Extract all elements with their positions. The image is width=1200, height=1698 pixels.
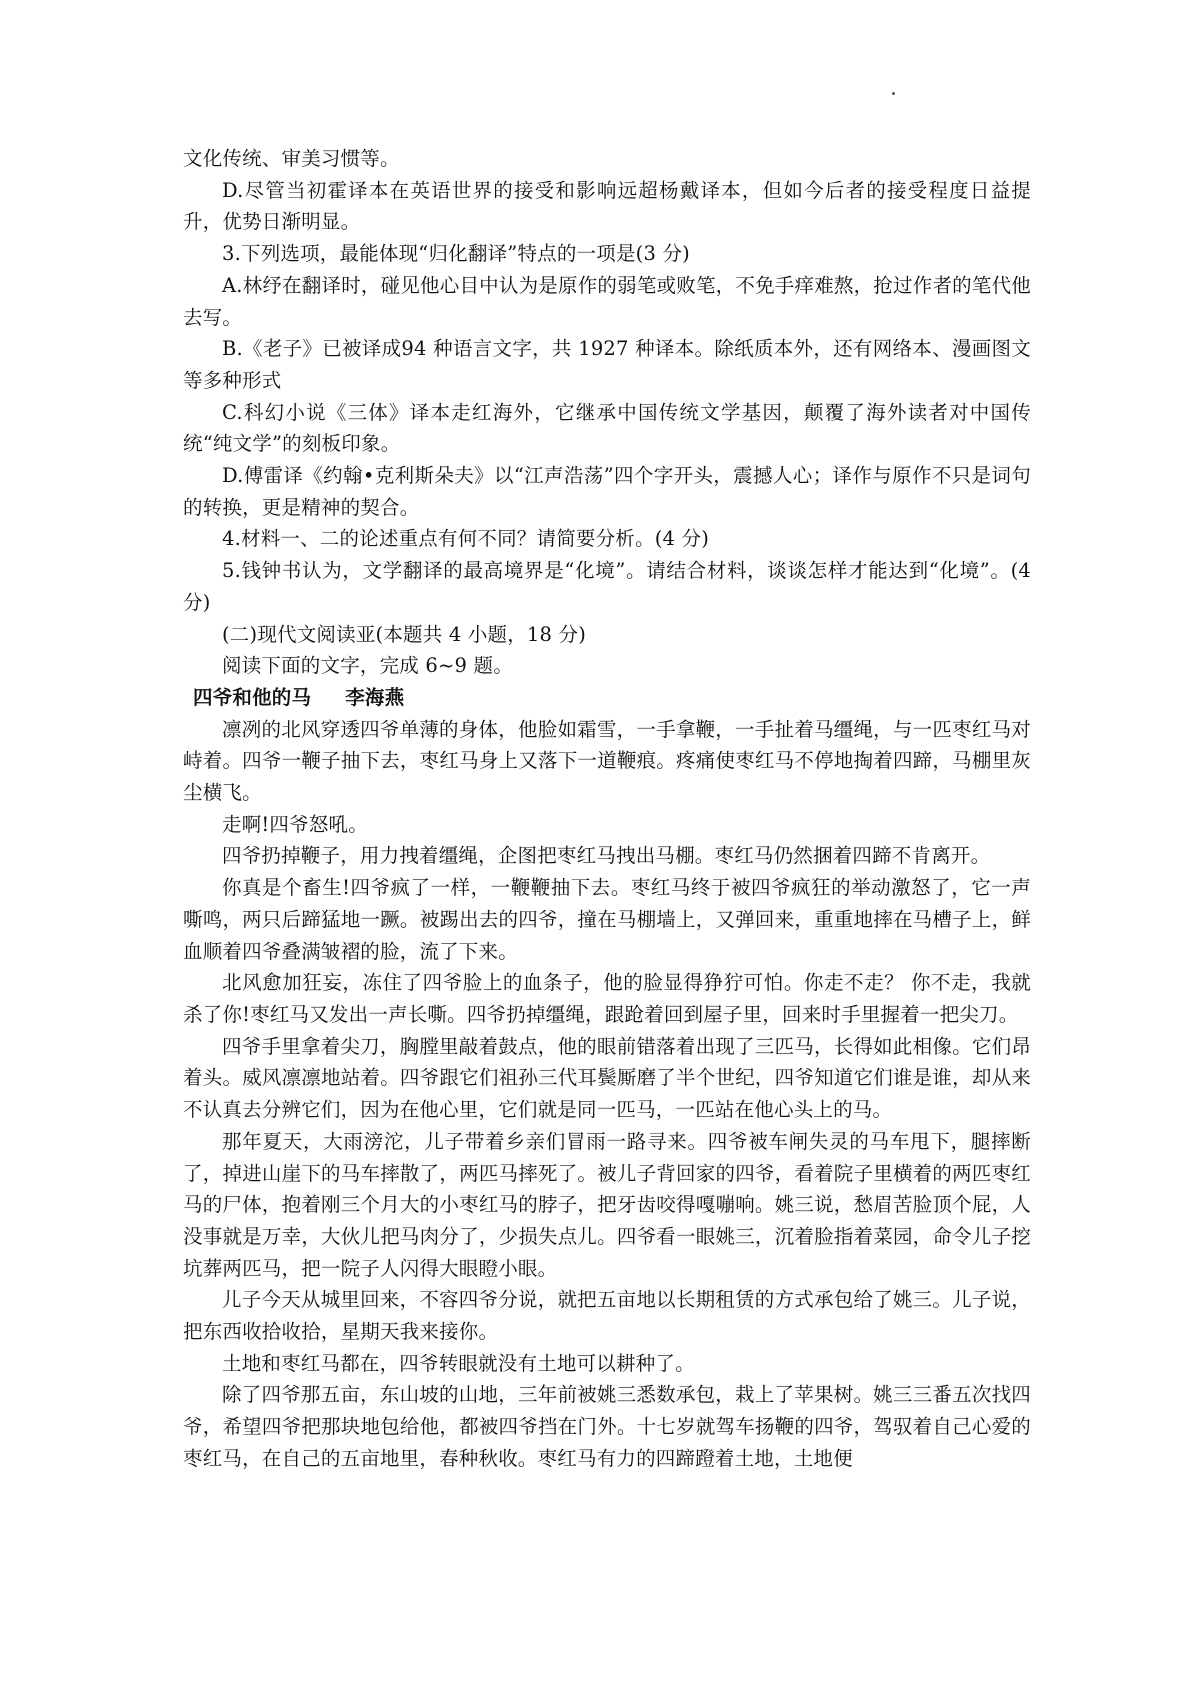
story-paragraph: 儿子今天从城里回来，不容四爷分说，就把五亩地以长期租赁的方式承包给了姚三。儿子说，把东西收拾收拾，星期天我来接你。 [183, 1288, 1031, 1344]
story-title: 四爷和他的马 [193, 685, 312, 709]
story-paragraph: 走啊!四爷怒吼。 [222, 812, 368, 836]
document-body [183, 143, 1031, 1475]
question-5: 5.钱钟书认为，文学翻译的最高境界是“化境”。请结合材料，谈谈怎样才能达到“化境”。(4 分) [183, 559, 1031, 614]
question-3-option-a: A.林纾在翻译时，碰见他心目中认为是原作的弱笔或败笔，不免手痒难熬，抢过作者的笔代他去写。 [183, 273, 1031, 329]
question-3: 3.下列选项，最能体现“归化翻译”特点的一项是(3 分) [222, 242, 690, 266]
story-paragraph: 北风愈加狂妄，冻住了四爷脸上的血条子，他的脸显得狰狞可怕。你走不走？ 你不走，我就杀了你!枣红马又发出一声长嘶。四爷扔掉缰绳，跟跄着回到屋子里，回来时手里握着一把尖刀。 [183, 971, 1031, 1026]
reading-instruction: 阅读下面的文字，完成 6~9 题。 [222, 654, 513, 678]
section-heading: (二)现代文阅读亚(本题共 4 小题，18 分) [222, 622, 587, 646]
scan-speck [892, 92, 895, 95]
question-4: 4.材料一、二的论述重点有何不同？请简要分析。(4 分) [222, 527, 710, 551]
q2-option-d: D.尽管当初霍译本在英语世界的接受和影响远超杨戴译本，但如今后者的接受程度日益提升，优势日渐明显。 [183, 178, 1031, 234]
question-3-option-d: D.傅雷译《约翰•克利斯朵夫》以“江声浩荡”四个字开头，震撼人心；译作与原作不只是词句的转换，更是精神的契合。 [183, 464, 1031, 519]
story-paragraph: 那年夏天，大雨滂沱，儿子带着乡亲们冒雨一路寻来。四爷被车闸失灵的马车甩下，腿摔断了，掉进山崖下的马车摔散了，两匹马摔死了。被儿子背回家的四爷，看着院子里横着的两匹枣红马的尸体，抱着刚三个月大的小枣红马的脖子，把牙齿咬得嘎嘣响。姚三说，愁眉苦脸顶个屁，人没事就是万幸，大伙儿把马肉分了，少损失点儿。四爷看一眼姚三，沉着脸指着菜园，命令儿子挖坑葬两匹马，把一院子人闪得大眼瞪小眼。 [183, 1129, 1031, 1280]
story-paragraph: 除了四爷那五亩，东山坡的山地，三年前被姚三悉数承包，栽上了苹果树。姚三三番五次找四爷，希望四爷把那块地包给他，都被四爷挡在门外。十七岁就驾车扬鞭的四爷，驾驭着自己心爱的枣红马，在自己的五亩地里，春种秋收。枣红马有力的四蹄蹬着土地，土地便 [183, 1383, 1031, 1470]
story-paragraph: 你真是个畜生!四爷疯了一样，一鞭鞭抽下去。枣红马终于被四爷疯狂的举动激怒了，它一声嘶鸣，两只后蹄猛地一蹶。被踢出去的四爷，撞在马棚墙上，又弹回来，重重地摔在马槽子上，鲜血顺着四爷叠满皱褶的脸，流了下来。 [183, 876, 1031, 963]
story-paragraph: 土地和枣红马都在，四爷转眼就没有土地可以耕种了。 [222, 1351, 695, 1375]
q2-option-d-tail: 文化传统、审美习惯等。 [183, 147, 400, 170]
story-paragraph: 凛冽的北风穿透四爷单薄的身体，他脸如霜雪，一手拿鞭，一手扯着马缰绳，与一匹枣红马对峙着。四爷一鞭子抽下去，枣红马身上又落下一道鞭痕。疼痛使枣红马不停地掏着四蹄，马棚里灰尘横飞。 [183, 717, 1031, 805]
question-3-option-b: B.《老子》已被译成94 种语言文字，共 1927 种译本。除纸质本外，还有网络本、漫画图文等多种形式 [183, 337, 1031, 392]
story-title-line [183, 682, 1031, 714]
story-author: 李海燕 [345, 685, 405, 709]
question-3-option-c: C.科幻小说《三体》译本走红海外，它继承中国传统文学基因，颠覆了海外读者对中国传统“纯文学”的刻板印象。 [183, 400, 1031, 456]
story-paragraph: 四爷扔掉鞭子，用力拽着缰绳，企图把枣红马拽出马棚。枣红马仍然捆着四蹄不肯离开。 [222, 844, 991, 868]
story-paragraph: 四爷手里拿着尖刀，胸膛里敲着鼓点，他的眼前错落着出现了三匹马，长得如此相像。它们昂着头。威风凛凛地站着。四爷跟它们祖孙三代耳鬓厮磨了半个世纪，四爷知道它们谁是谁，却从来不认真去分辨它们，因为在他心里，它们就是同一匹马，一匹站在他心头上的马。 [183, 1034, 1031, 1122]
